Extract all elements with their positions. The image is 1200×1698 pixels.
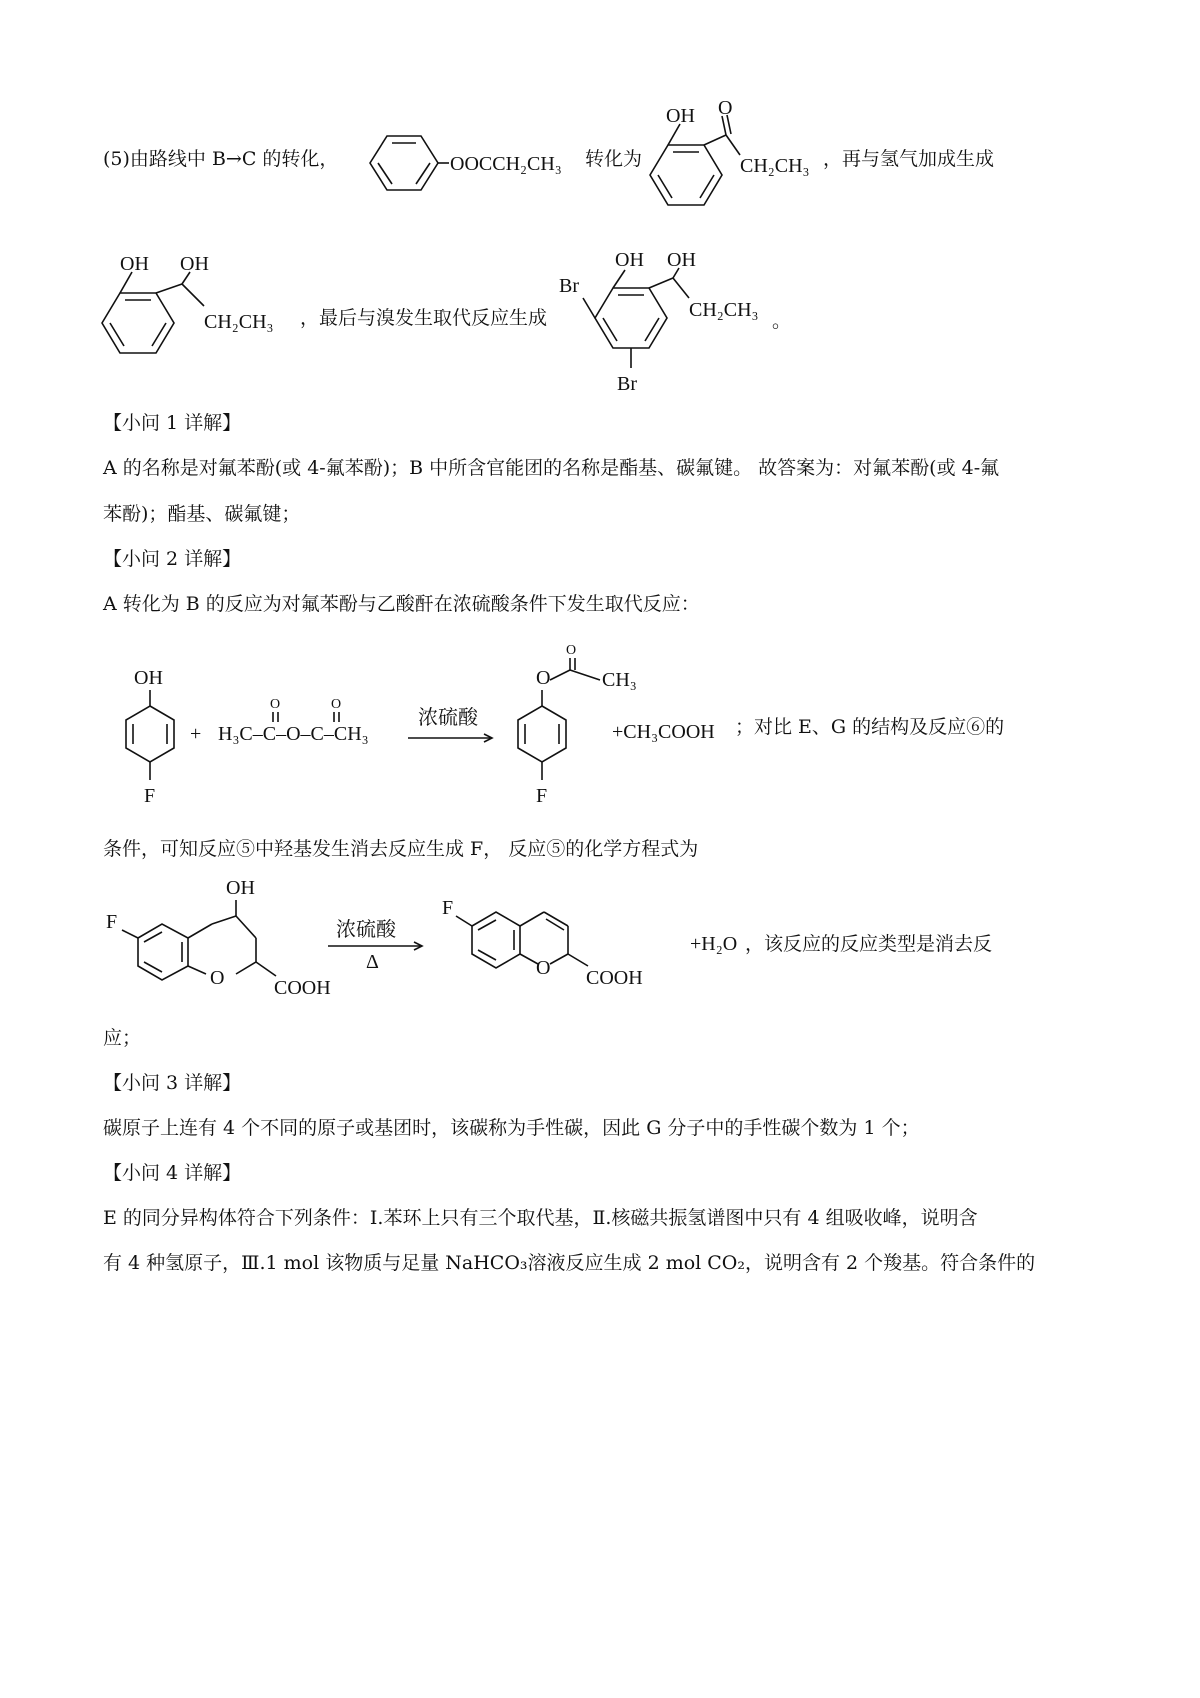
mol4-chain: CH₂CH₃ (689, 299, 759, 321)
q3-line1: 碳原子上连有 4 个不同的原子或基团时，该碳称为手性碳，因此 G 分子中的手性碳个数为 1 个； (103, 1117, 920, 1139)
eq1-o2: O (331, 697, 342, 712)
q4-heading: 【小问 4 详解】 (103, 1162, 242, 1184)
eq1-plus: + (190, 723, 202, 745)
phenyl-propanoate-structure (345, 128, 585, 198)
eq1-f: F (144, 785, 156, 807)
part5-prefix: (5)由路线中 B→C 的转化， (103, 148, 339, 170)
eq1-anhydride: H₃C–C–O–C–CH₃ (218, 723, 369, 745)
part5-end: 。 (772, 310, 792, 332)
q4-line1: E 的同分异构体符合下列条件：Ⅰ.苯环上只有三个取代基，Ⅱ.核磁共振氢谱图中只有 4 组吸收峰，说明含 (103, 1207, 978, 1229)
mol3-chain: CH₂CH₃ (204, 311, 274, 333)
mol4-br1: Br (559, 275, 579, 297)
q3-heading: 【小问 3 详解】 (103, 1072, 242, 1094)
q1-line2: 苯酚)；酯基、碳氟键； (103, 503, 301, 525)
part5-mid2: ，最后与溴发生取代反应生成 (300, 307, 548, 329)
mol2-chain: CH₂CH₃ (740, 155, 810, 177)
q1-line1: A 的名称是对氟苯酚(或 4-氟苯酚)；B 中所含官能团的名称是酯基、碳氟键。 故答案为：对氟苯酚(或 4-氟 (103, 457, 1000, 479)
eq2-cooh1: COOH (274, 977, 331, 999)
q2-line3: 应； (103, 1027, 142, 1049)
q2-heading: 【小问 2 详解】 (103, 548, 242, 570)
eq1-o1: O (270, 697, 281, 712)
mol2-carbonyl-o: O (718, 97, 733, 119)
q2-line1: A 转化为 B 的反应为对氟苯酚与乙酸酐在浓硫酸条件下发生取代反应： (103, 593, 700, 615)
eq1-prod-ch3: CH₃ (602, 669, 637, 691)
part5-tail: ，再与氢气加成生成 (823, 148, 995, 170)
mol3-oh2: OH (180, 253, 209, 275)
q4-line2: 有 4 种氢原子，Ⅲ.1 mol 该物质与足量 NaHCO₃溶液反应生成 2 mol CO₂，说明含有 2 个羧基。符合条件的 (103, 1252, 1036, 1274)
part5-mid: 转化为 (585, 148, 643, 170)
eq1-after: ；对比 E、G 的结构及反应⑥的 (735, 716, 1005, 738)
equation-dehydration (100, 870, 740, 1010)
diol-structure (100, 248, 320, 378)
mol4-oh2: OH (667, 249, 696, 271)
dibromo-diol-structure (555, 240, 775, 400)
eq2-cooh2: COOH (586, 967, 643, 989)
mol2-oh: OH (666, 105, 695, 127)
mol4-br2: Br (617, 373, 637, 395)
mol4-oh1: OH (615, 249, 644, 271)
eq2-water: +H₂O (690, 933, 738, 955)
q1-heading: 【小问 1 详解】 (103, 412, 242, 434)
mol3-oh1: OH (120, 253, 149, 275)
eq1-prod-o: O (536, 667, 551, 689)
eq2-oh: OH (226, 877, 255, 899)
eq2-f2: F (442, 897, 454, 919)
eq2-catalyst: 浓硫酸 (336, 917, 396, 941)
hydroxypropiophenone-structure (640, 97, 840, 220)
q2-line2: 条件，可知反应⑤中羟基发生消去反应生成 F， 反应⑤的化学方程式为 (103, 838, 699, 860)
eq1-prod-f: F (536, 785, 548, 807)
eq2-heat: Δ (366, 951, 379, 973)
eq1-prod-co: O (566, 643, 577, 658)
eq1-catalyst: 浓硫酸 (418, 705, 478, 729)
eq2-o2: O (536, 957, 551, 979)
eq1-oh: OH (134, 667, 163, 689)
equation-acetylation (100, 640, 740, 820)
eq2-f1: F (106, 911, 118, 933)
eq1-byproduct: +CH₃COOH (612, 721, 715, 743)
eq2-o1: O (210, 967, 225, 989)
eq2-after: ，该反应的反应类型是消去反 (745, 933, 993, 955)
mol1-label: OOCCH₂CH₃ (450, 153, 562, 175)
